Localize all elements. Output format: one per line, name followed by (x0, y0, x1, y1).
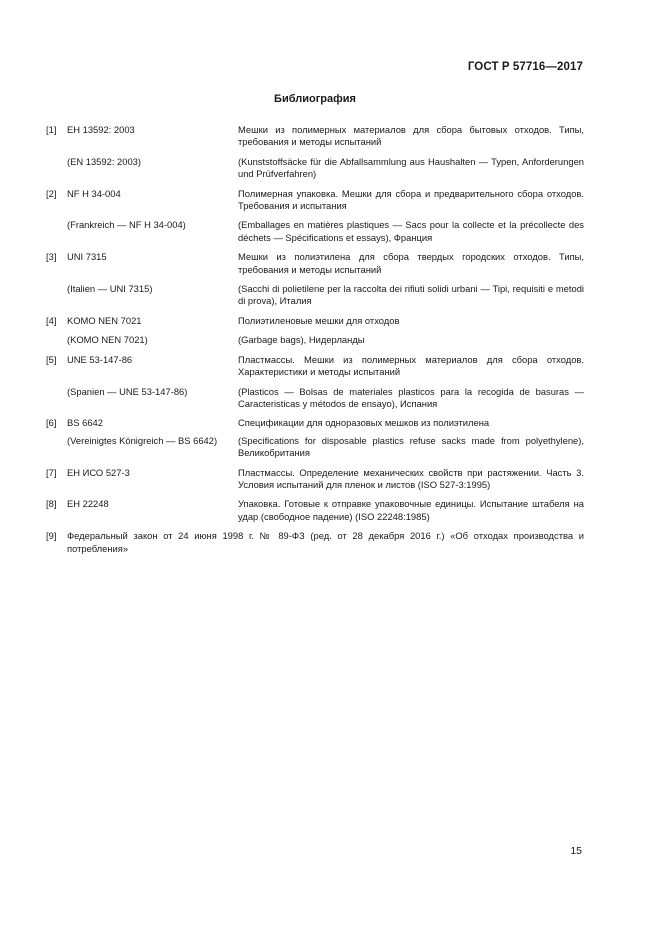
entry-code: (KOMO NEN 7021) (67, 334, 148, 346)
entry-number: [5] (46, 353, 57, 365)
entry-description: Мешки из полиэтилена для сбора твердых городских отходов. Типы, требования и методы испытаний (238, 251, 584, 275)
entry-description: (Plasticos — Bolsas de materiales plasticos para la recogida de basuras — Caracteristicas y métodos de ensayo), Испания (238, 385, 584, 409)
entry-number: [2] (46, 187, 57, 199)
bibliography-entry (46, 334, 584, 346)
entry-code: KOMO NEN 7021 (67, 314, 142, 326)
bibliography-entry (46, 417, 584, 429)
entry-code: (Italien — UNI 7315) (67, 283, 153, 295)
bibliography-entry (46, 251, 584, 276)
entry-description: Пластмассы. Мешки из полимерных материалов для сбора отходов. Характеристики и методы испытаний (238, 353, 584, 378)
entry-code: (Vereinigtes Königreich — BS 6642) (67, 434, 218, 446)
page-title: Библиография (274, 93, 356, 105)
entry-code: BS 6642 (67, 417, 103, 429)
entry-description: (Emballages en matières plastiques — Sacs pour la collecte et la précollecte des déchets — Spécifications et essays), Франция (238, 219, 584, 243)
document-code: ГОСТ Р 57716—2017 (467, 61, 583, 73)
entry-description: Упаковка. Готовые к отправке упаковочные единицы. Испытание штабеля на удар (свободное падение) (ISO 22248:1985) (238, 498, 584, 522)
bibliography-entry (46, 498, 584, 523)
bibliography-entry (46, 467, 584, 492)
entry-number: [3] (46, 251, 57, 263)
entry-number: [6] (46, 417, 57, 429)
entry-code: UNI 7315 (67, 251, 107, 263)
entry-description: Федеральный закон от 24 июня 1998 г. № 89-ФЗ (ред. от 28 декабря 2016 г.) «Об отходах производства и потребления» (67, 530, 584, 554)
page-number: 15 (570, 845, 582, 857)
entry-description: Мешки из полимерных материалов для сбора бытовых отходов. Типы, требования и методы испытаний (238, 124, 584, 148)
bibliography-entry (46, 315, 584, 327)
bibliography-list (46, 124, 584, 555)
entry-number: [4] (46, 314, 57, 326)
entry-description: Пластмассы. Определение механических свойств при растяжении. Часть 3. Условия испытаний для пленок и листов (ISO 527-3:1995) (238, 466, 584, 490)
bibliography-entry (46, 188, 584, 213)
entry-code: UNE 53-147-86 (67, 353, 133, 365)
entry-description: (Specifications for disposable plastics refuse sacks made from polyethylene), Великобритания (238, 434, 584, 459)
bibliography-entry (46, 156, 584, 181)
entry-number: [1] (46, 124, 57, 135)
bibliography-entry (46, 435, 584, 460)
entry-number: [9] (46, 530, 57, 542)
entry-code: (Frankreich — NF H 34-004) (67, 219, 186, 231)
entry-code: NF H 34-004 (67, 187, 121, 199)
entry-description: (Sacchi di polietilene per la raccolta dei rifiuti solidi urbani — Tipi, requisiti e metodi di prova), Италия (238, 283, 584, 307)
entry-description: (Kunststoffsäcke für die Abfallsammlung aus Haushalten — Typen, Anforderungen und Prüfverfahren) (238, 155, 584, 180)
entry-description: (Garbage bags), Нидерланды (238, 334, 365, 346)
bibliography-entry (46, 219, 584, 244)
entry-code: (EN 13592: 2003) (67, 155, 142, 167)
entry-description: Спецификации для одноразовых мешков из полиэтилена (238, 417, 490, 429)
bibliography-entry-law (46, 530, 584, 555)
bibliography-entry (46, 283, 584, 308)
entry-number: [8] (46, 498, 57, 510)
entry-description: Полиэтиленовые мешки для отходов (238, 314, 400, 326)
entry-code: (Spanien — UNE 53-147-86) (67, 385, 188, 397)
entry-code: EH 22248 (67, 498, 109, 510)
entry-code: EH 13592: 2003 (67, 124, 135, 135)
bibliography-entry (46, 124, 584, 149)
entry-code: EH ИСО 527-3 (67, 466, 130, 478)
bibliography-entry (46, 386, 584, 411)
entry-description: Полимерная упаковка. Мешки для сбора и предварительного сбора отходов. Требования и испытания (238, 187, 584, 212)
entry-number: [7] (46, 466, 57, 478)
bibliography-entry (46, 354, 584, 379)
